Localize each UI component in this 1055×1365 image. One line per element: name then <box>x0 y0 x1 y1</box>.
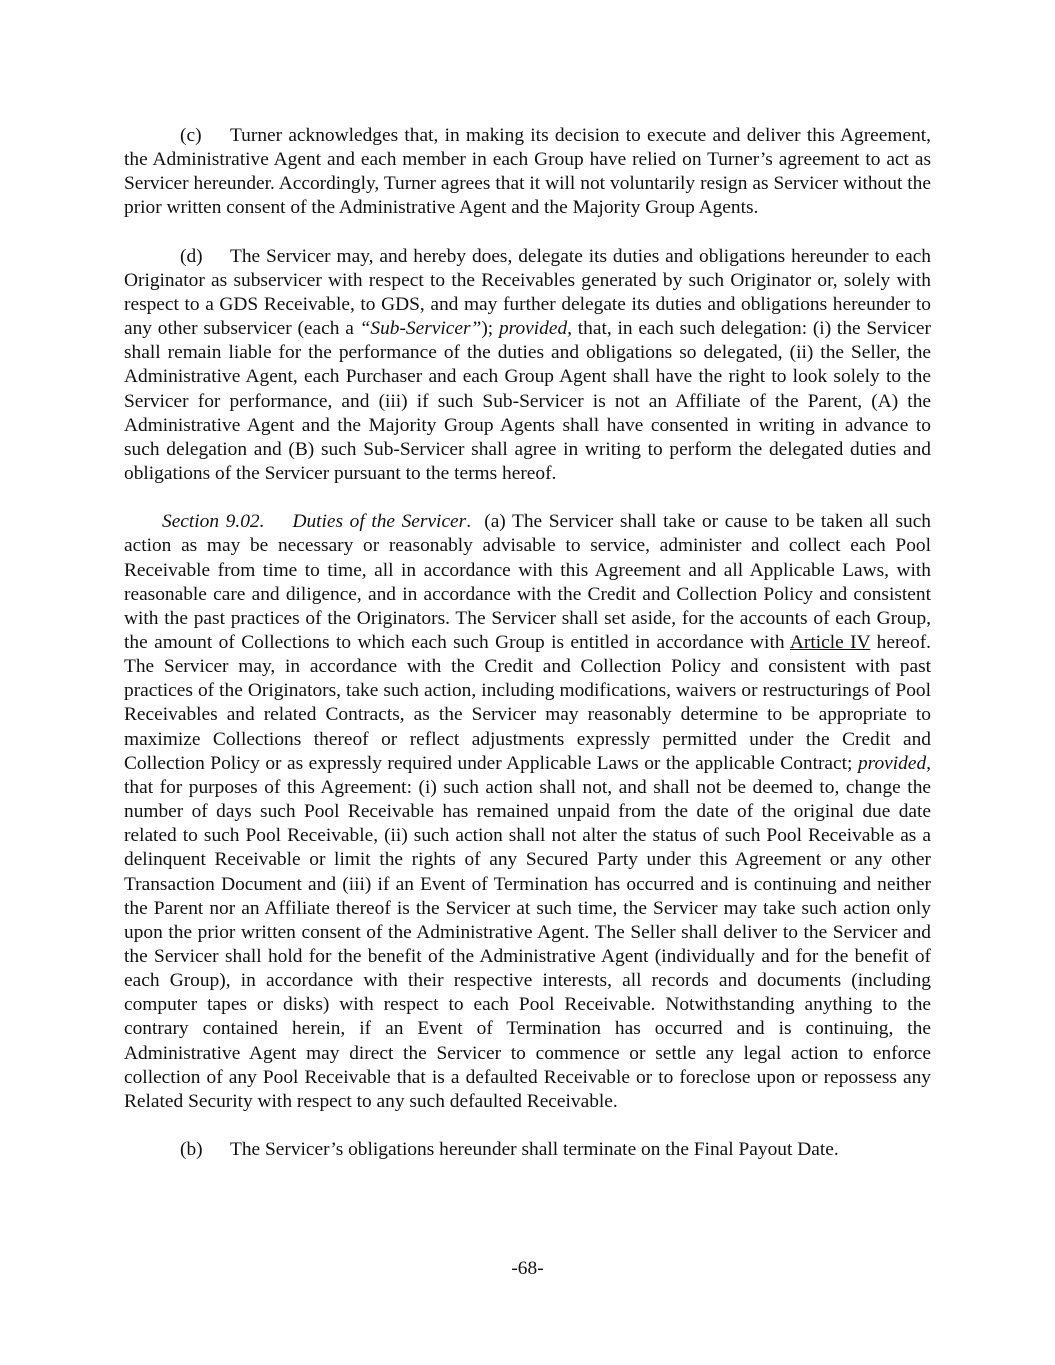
paragraph-d <box>124 245 931 487</box>
article-iv-reference: Article IV <box>789 631 871 653</box>
paragraph-d-text-3: that, in each such delegation: (i) the Servicer shall remain liable for the performance of the duties and obligations so delegated, (ii) the Seller, the Administrative Agent, each Purchaser and each Group Agent shall have the right to look solely to the Servicer for performance, and (iii) if such Sub-Servicer is not an Affiliate of the Parent, (A) the Administrative Agent and the Majority Group Agents shall have consented in writing in advance to such delegation and (B) such Sub-Servicer shall agree in writing to perform the delegated duties and obligations of the Servicer pursuant to the terms hereof. <box>124 318 931 485</box>
provided-term: provided, <box>498 318 572 340</box>
paragraph-b <box>124 1138 931 1162</box>
sub-servicer-term: “Sub-Servicer” <box>359 318 482 340</box>
section-title-punct: . <box>466 511 472 533</box>
paragraph-d-text-2: ); <box>481 318 499 340</box>
paragraph-b-text: The Servicer’s obligations hereunder shall terminate on the Final Payout Date. <box>230 1139 839 1161</box>
section-text-1: (a) The Servicer shall take or cause to be taken all such action as may be necessary or reasonably advisable to service, administer and collect each Pool Receivable from time to time, all in accordance with this Agreement and all Applicable Laws, with reasonable care and diligence, and in accordance with the Credit and Collection Policy and consistent with the past practices of the Originators. The Servicer shall set aside, for the accounts of each Group, the amount of Collections to which each such Group is entitled in accordance with <box>124 511 931 653</box>
paragraph-b-label: (b) <box>180 1139 203 1161</box>
page-number: -68- <box>511 1258 544 1279</box>
paragraph-d-text-1: The Servicer may, and hereby does, delegate its duties and obligations hereunder to each Originator as subservicer with respect to the Receivables generated by such Originator or, solely with respect to a GDS Receivable, to GDS, and may further delegate its duties and obligations hereunder to any other subservicer (each a <box>124 245 931 340</box>
provided-term-2: provided, <box>857 752 931 774</box>
section-title: Duties of the Servicer <box>292 511 467 533</box>
section-number: Section 9.02. <box>162 511 265 533</box>
paragraph-d-label: (d) <box>180 245 203 267</box>
document-body <box>124 124 931 1162</box>
section-text-2: hereof. The Servicer may, in accordance with the Credit and Collection Policy and consistent with past practices of the Originators, take such action, including modifications, waivers or restructurings of Pool Receivables and related Contracts, as the Servicer may reasonably determine to be appropriate to maximize Collections thereof or reflect adjustments expressly permitted under the Credit and Collection Policy or as expressly required under Applicable Laws or the applicable Contract; <box>124 631 932 774</box>
paragraph-c <box>124 124 931 221</box>
paragraph-c-text: Turner acknowledges that, in making its decision to execute and deliver this Agreement, the Administrative Agent and each member in each Group have relied on Turner’s agreement to act as Servicer hereunder. Accordingly, Turner agrees that it will not voluntarily resign as Servicer without the prior written consent of the Administrative Agent and the Majority Group Agents. <box>124 125 931 219</box>
section-9-02 <box>124 510 931 1114</box>
section-text-3: that for purposes of this Agreement: (i) such action shall not, and shall not be deemed to, change the number of days such Pool Receivable has remained unpaid from the date of the original due date related to such Pool Receivable, (ii) such action shall not alter the status of such Pool Receivable as a delinquent Receivable or limit the rights of any Secured Party under this Agreement or any other Transaction Document and (iii) if an Event of Termination has occurred and is continuing and neither the Parent nor an Affiliate thereof is the Servicer at such time, the Servicer may take such action only upon the prior written consent of the Administrative Agent. The Seller shall deliver to the Servicer and the Servicer shall hold for the benefit of the Administrative Agent (individually and for the benefit of each Group), in accordance with their respective interests, all records and documents (including computer tapes or disks) with respect to each Pool Receivable. Notwithstanding anything to the contrary contained herein, if an Event of Termination has occurred and is continuing, the Administrative Agent may direct the Servicer to commence or settle any legal action to enforce collection of any Pool Receivable that is a defaulted Receivable or to foreclose upon or repossess any Related Security with respect to any such defaulted Receivable. <box>124 776 931 1112</box>
paragraph-c-label: (c) <box>180 125 202 146</box>
